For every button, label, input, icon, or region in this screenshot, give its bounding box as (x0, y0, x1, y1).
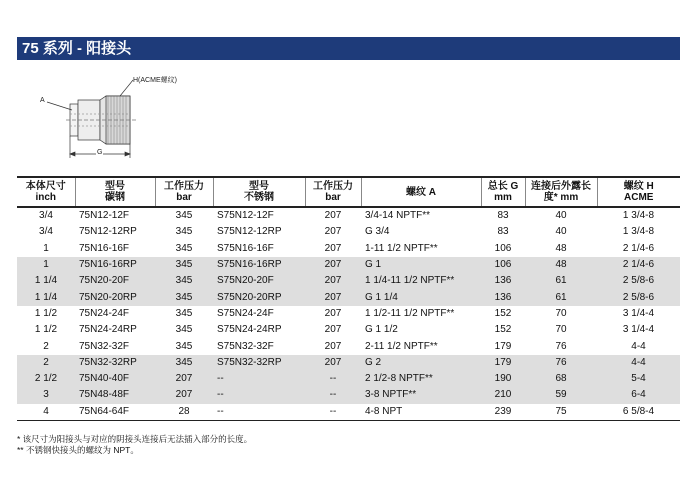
cell-carbon-bar: 345 (155, 289, 213, 305)
cell-thread-a: 3/4-14 NPTF** (365, 210, 431, 222)
cell-length-g: 136 (481, 273, 525, 289)
cell-thread-h: 6-4 (597, 387, 680, 403)
table-row (17, 306, 680, 322)
cell-ss-bar: 207 (324, 210, 342, 222)
cell-carbon-bar: 207 (155, 371, 213, 387)
cell-thread-a: G 1 (361, 257, 481, 273)
cell-thread-a: 3-8 NPTF** (361, 387, 481, 403)
header-ss-model: 型号 不锈钢 (213, 177, 305, 207)
cell-carbon-model: 75N32-32F (79, 340, 130, 352)
header-exposed-length: 连接后外露长 度* mm (525, 177, 597, 207)
cell-thread-h: 4-4 (631, 340, 646, 352)
cell-ss-bar: 207 (305, 273, 361, 289)
length-g-label: G (97, 149, 103, 156)
cell-carbon-model: 75N48-48F (75, 387, 155, 403)
cell-carbon-bar: 345 (175, 340, 193, 352)
cell-exposed: 48 (525, 257, 597, 273)
cell-ss-model: S75N12-12F (217, 210, 274, 222)
cell-thread-h: 2 5/8-6 (597, 273, 680, 289)
cell-size: 3 (17, 387, 75, 403)
cell-length-g: 210 (481, 387, 525, 403)
cell-ss-bar: 207 (305, 355, 361, 371)
cell-carbon-bar: 345 (175, 324, 193, 336)
cell-carbon-bar: 28 (155, 404, 213, 421)
cell-exposed: 76 (555, 340, 567, 352)
cell-ss-model: S75N24-24F (217, 307, 274, 319)
table-row (17, 338, 680, 354)
cell-ss-model: -- (213, 404, 305, 421)
footnotes (17, 434, 252, 456)
cell-carbon-model: 75N24-24F (79, 307, 130, 319)
cell-size: 2 1/2 (17, 371, 75, 387)
footnote-1: * 该尺寸为阳接头与对应的阴接头连接后无法插入部分的长度。 (17, 434, 253, 444)
cell-size: 1 (17, 257, 75, 273)
cell-ss-model: S75N32-32F (217, 340, 274, 352)
table-row (17, 355, 680, 371)
header-thread-a: 螺纹 A (361, 177, 481, 207)
cell-exposed: 40 (555, 210, 567, 222)
cell-exposed: 75 (525, 404, 597, 421)
section-title: 75 系列 - 阳接头 (17, 37, 680, 60)
table-row (17, 207, 680, 224)
cell-thread-a: 2-11 1/2 NPTF** (365, 340, 438, 352)
cell-length-g: 106 (494, 242, 512, 254)
cell-ss-model: -- (213, 387, 305, 403)
table-row (17, 404, 680, 421)
cell-exposed: 68 (525, 371, 597, 387)
cell-thread-h: 2 5/8-6 (597, 289, 680, 305)
cell-thread-h: 5-4 (597, 371, 680, 387)
cell-ss-model: S75N16-16F (217, 242, 274, 254)
footnote-2: ** 不锈钢快接头的螺纹为 NPT。 (17, 445, 139, 455)
header-ss-pressure: 工作压力 bar (305, 177, 361, 207)
cell-thread-a: G 2 (361, 355, 481, 371)
cell-length-g: 239 (481, 404, 525, 421)
cell-carbon-model: 75N64-64F (75, 404, 155, 421)
table-row (17, 273, 680, 289)
cell-length-g: 179 (494, 340, 512, 352)
cell-carbon-model: 75N40-40F (75, 371, 155, 387)
cell-ss-bar: -- (305, 387, 361, 403)
thread-h-label: H(ACME螺纹) (133, 77, 177, 84)
cell-carbon-model: 75N16-16F (79, 242, 130, 254)
cell-ss-model: S75N24-24RP (217, 324, 282, 336)
cell-ss-model: -- (213, 371, 305, 387)
cell-exposed: 59 (525, 387, 597, 403)
cell-thread-a: G 3/4 (365, 226, 390, 238)
cell-length-g: 83 (497, 210, 509, 222)
cell-ss-bar: 207 (324, 324, 342, 336)
cell-size: 3/4 (39, 226, 53, 238)
cell-thread-h: 1 3/4-8 (622, 210, 655, 222)
coupling-diagram (30, 70, 230, 170)
cropped-top-text (24, 0, 214, 4)
cell-size: 3/4 (39, 210, 53, 222)
cell-carbon-model: 75N20-20RP (75, 289, 155, 305)
cell-carbon-bar: 345 (175, 307, 193, 319)
male-coupling-drawing (30, 70, 230, 170)
cell-thread-h: 4-4 (597, 355, 680, 371)
cell-size: 2 (43, 340, 49, 352)
cell-carbon-bar: 345 (175, 210, 193, 222)
header-carbon-pressure: 工作压力 bar (155, 177, 213, 207)
table-header-row (17, 177, 680, 207)
cell-carbon-bar: 345 (155, 273, 213, 289)
table-row (17, 371, 680, 387)
cell-carbon-bar: 345 (155, 257, 213, 273)
thread-a-label: A (40, 97, 45, 104)
cell-thread-h: 3 1/4-4 (622, 307, 655, 319)
cell-size: 1 (43, 242, 49, 254)
table-row (17, 322, 680, 338)
cell-size: 1 1/2 (34, 324, 58, 336)
cell-thread-a: 1 1/4-11 1/2 NPTF** (361, 273, 481, 289)
table-row (17, 241, 680, 257)
cell-thread-a: 1 1/2-11 1/2 NPTF** (365, 307, 455, 319)
cell-thread-a: G 1 1/4 (361, 289, 481, 305)
cell-carbon-model: 75N12-12RP (79, 226, 137, 238)
cell-carbon-model: 75N20-20F (75, 273, 155, 289)
cell-length-g: 106 (481, 257, 525, 273)
cell-exposed: 61 (525, 273, 597, 289)
cell-ss-model: S75N32-32RP (213, 355, 305, 371)
table-row (17, 289, 680, 305)
cell-size: 1 1/4 (17, 289, 75, 305)
cell-carbon-bar: 207 (155, 387, 213, 403)
cell-carbon-model: 75N24-24RP (79, 324, 137, 336)
cell-ss-bar: -- (305, 371, 361, 387)
cell-ss-model: S75N20-20RP (213, 289, 305, 305)
cell-ss-bar: 207 (305, 257, 361, 273)
cell-ss-model: S75N16-16RP (213, 257, 305, 273)
cell-length-g: 136 (481, 289, 525, 305)
cell-ss-bar: 207 (324, 242, 342, 254)
cell-ss-model: S75N12-12RP (217, 226, 282, 238)
cell-exposed: 70 (555, 324, 567, 336)
cell-length-g: 83 (497, 226, 509, 238)
header-thread-h: 螺纹 H ACME (597, 177, 680, 207)
cell-carbon-bar: 345 (175, 242, 193, 254)
cell-thread-h: 1 3/4-8 (622, 226, 655, 238)
cell-thread-a: 4-8 NPT (361, 404, 481, 421)
cell-carbon-bar: 345 (155, 355, 213, 371)
cell-carbon-model: 75N16-16RP (75, 257, 155, 273)
cell-ss-bar: -- (305, 404, 361, 421)
header-carbon-model: 型号 碳钢 (75, 177, 155, 207)
table-row (17, 257, 680, 273)
cell-carbon-bar: 345 (175, 226, 193, 238)
table-row (17, 387, 680, 403)
cell-exposed: 61 (525, 289, 597, 305)
cell-ss-model: S75N20-20F (213, 273, 305, 289)
cell-exposed: 76 (525, 355, 597, 371)
spec-table (17, 176, 680, 421)
cell-exposed: 48 (555, 242, 567, 254)
cell-length-g: 152 (494, 307, 512, 319)
cell-thread-a: G 1 1/2 (365, 324, 398, 336)
cell-exposed: 40 (555, 226, 567, 238)
cell-ss-bar: 207 (324, 226, 342, 238)
cell-ss-bar: 207 (324, 307, 342, 319)
cell-size: 1 1/4 (17, 273, 75, 289)
table-row (17, 224, 680, 240)
cell-carbon-model: 75N32-32RP (75, 355, 155, 371)
header-length-g: 总长 G mm (481, 177, 525, 207)
cell-size: 4 (17, 404, 75, 421)
cell-exposed: 70 (555, 307, 567, 319)
cell-thread-a: 1-11 1/2 NPTF** (365, 242, 438, 254)
cell-length-g: 179 (481, 355, 525, 371)
cell-thread-h: 2 1/4-6 (597, 257, 680, 273)
cell-ss-bar: 207 (324, 340, 342, 352)
cell-length-g: 152 (494, 324, 512, 336)
header-size: 本体尺寸 inch (17, 177, 75, 207)
cell-thread-h: 6 5/8-4 (597, 404, 680, 421)
cell-length-g: 190 (481, 371, 525, 387)
cell-carbon-model: 75N12-12F (79, 210, 130, 222)
cell-size: 2 (17, 355, 75, 371)
cell-thread-h: 2 1/4-6 (622, 242, 655, 254)
cell-ss-bar: 207 (305, 289, 361, 305)
cell-thread-a: 2 1/2-8 NPTF** (361, 371, 481, 387)
cell-thread-h: 3 1/4-4 (622, 324, 655, 336)
cell-size: 1 1/2 (34, 307, 58, 319)
